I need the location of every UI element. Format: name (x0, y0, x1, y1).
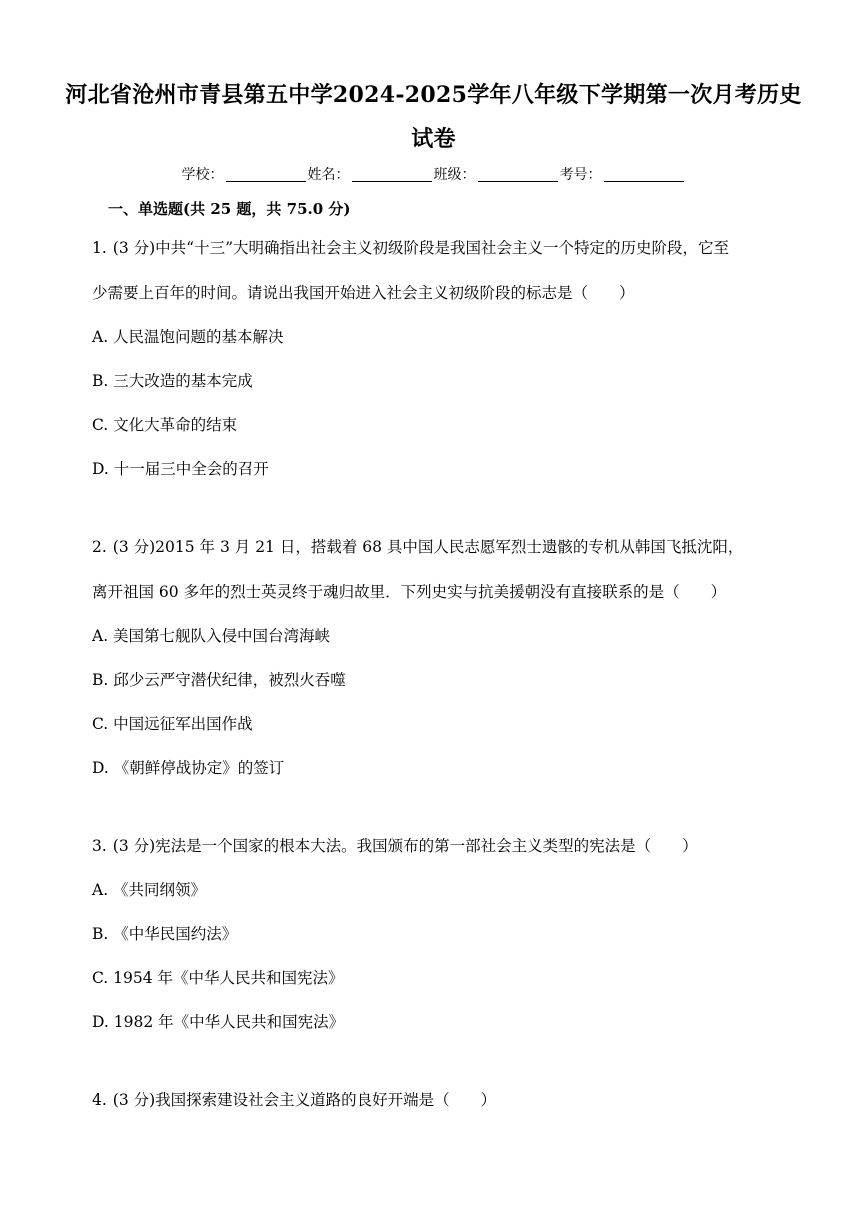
student-info-row (0, 164, 867, 184)
class-label: 班级： (433, 167, 476, 183)
question-3-option-d: D. 1982 年《中华人民共和国宪法》 (92, 1013, 345, 1031)
question-1-option-b: B. 三大改造的基本完成 (92, 372, 253, 390)
school-blank (226, 167, 306, 182)
question-1-text-1: (3 分)中共“十三”大明确指出社会主义初级阶段是我国社会主义一个特定的历史阶段，它至 (112, 239, 730, 257)
exam-title-line-2: 试卷 (411, 126, 456, 152)
question-1-option-c: C. 文化大革命的结束 (92, 416, 238, 434)
question-4-line-1 (92, 1088, 496, 1110)
question-2-line-2: 离开祖国 60 多年的烈士英灵终于魂归故里．下列史实与抗美援朝没有直接联系的是（ ） (92, 583, 727, 601)
school-label: 学校： (181, 167, 224, 183)
exam-number-blank (604, 167, 684, 182)
section-heading: 一、单选题(共 25 题，共 75.0 分) (108, 200, 351, 218)
question-1-option-a: A. 人民温饱问题的基本解决 (92, 328, 284, 346)
question-4-number: 4. (92, 1091, 107, 1109)
question-1-line-1 (92, 236, 729, 258)
class-blank (478, 167, 558, 182)
question-1-number: 1. (92, 239, 107, 257)
question-2-line-1 (92, 535, 743, 557)
question-3-option-b: B. 《中华民国约法》 (92, 925, 238, 943)
question-3-option-c: C. 1954 年《中华人民共和国宪法》 (92, 969, 344, 987)
name-blank (352, 167, 432, 182)
question-3-line-1 (92, 834, 698, 856)
question-2-option-a: A. 美国第七舰队入侵中国台湾海峡 (92, 627, 331, 645)
exam-title-line-1: 河北省沧州市青县第五中学2024-2025学年八年级下学期第一次月考历史 (65, 82, 802, 108)
question-1-option-d: D. 十一届三中全会的召开 (92, 460, 269, 478)
question-4-text-1: (3 分)我国探索建设社会主义道路的良好开端是（ ） (112, 1091, 497, 1109)
question-3-text-1: (3 分)宪法是一个国家的根本大法。我国颁布的第一部社会主义类型的宪法是（ ） (112, 837, 698, 855)
question-2-option-d: D. 《朝鲜停战协定》的签订 (92, 759, 285, 777)
exam-number-label: 考号： (559, 167, 602, 183)
question-2-option-c: C. 中国远征军出国作战 (92, 715, 253, 733)
question-2-number: 2. (92, 538, 107, 556)
question-3-number: 3. (92, 837, 107, 855)
question-1-line-2: 少需要上百年的时间。请说出我国开始进入社会主义初级阶段的标志是（ ） (92, 284, 635, 302)
name-label: 姓名： (307, 167, 350, 183)
question-2-option-b: B. 邱少云严守潜伏纪律，被烈火吞噬 (92, 671, 346, 689)
question-2-text-1: (3 分)2015 年 3 月 21 日，搭载着 68 具中国人民志愿军烈士遗骸的专机从韩国飞抵沈阳， (112, 538, 744, 556)
question-3-option-a: A. 《共同纲领》 (92, 881, 207, 899)
